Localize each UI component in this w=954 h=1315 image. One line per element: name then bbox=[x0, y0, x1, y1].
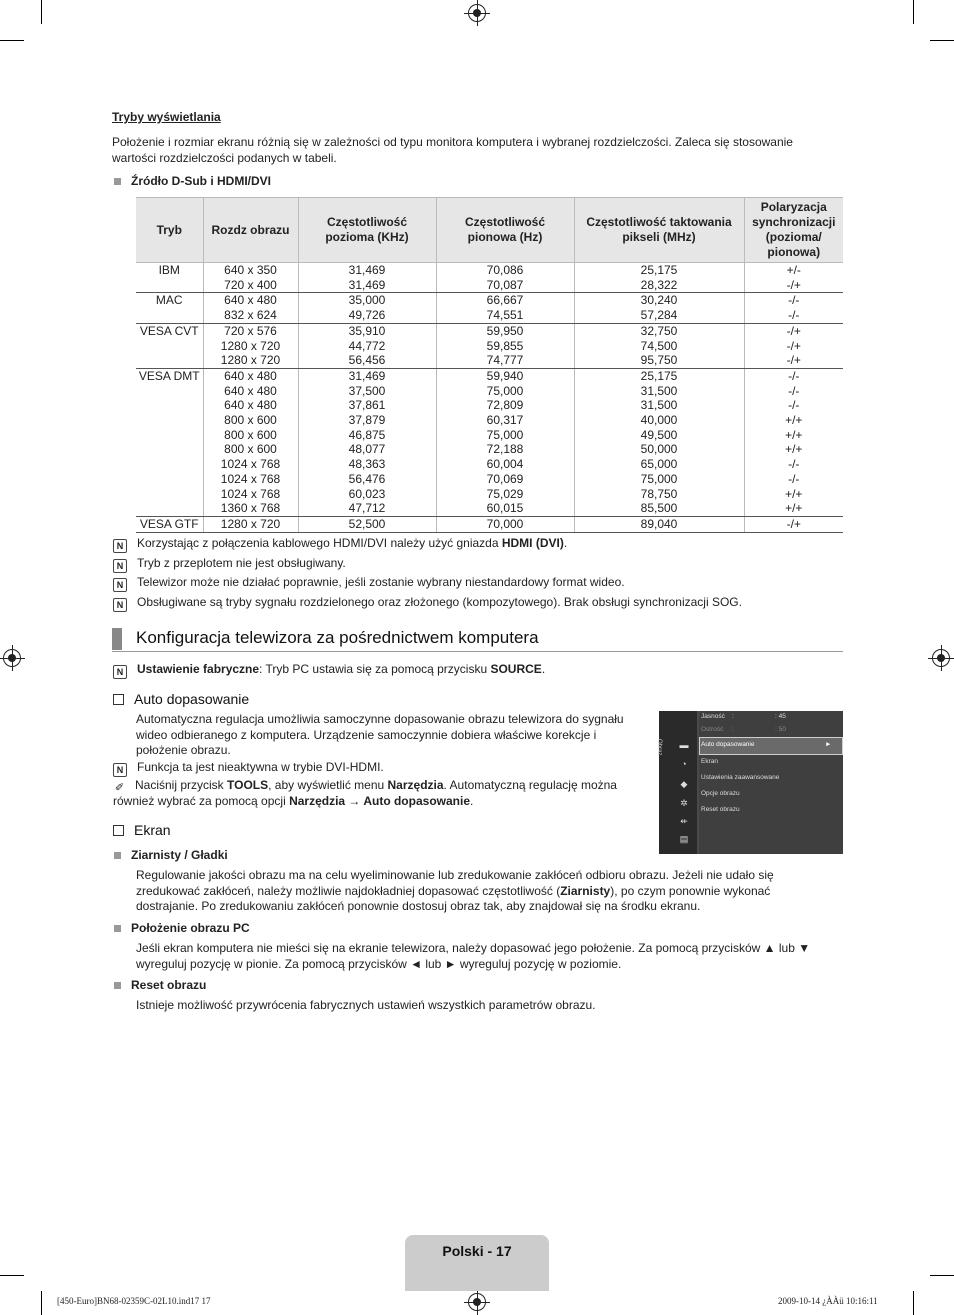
mode-cell bbox=[136, 413, 203, 428]
table-cell: 74,777 bbox=[436, 353, 574, 368]
mode-cell bbox=[136, 384, 203, 399]
tv-menu-item: Opcje obrazu bbox=[701, 790, 740, 797]
setup-icon: ✲ bbox=[680, 798, 688, 808]
table-cell: 31,500 bbox=[574, 384, 744, 399]
table-cell: 95,750 bbox=[574, 353, 744, 368]
notes-list bbox=[113, 536, 833, 614]
table-cell: +/- bbox=[744, 263, 843, 278]
table-cell: +/+ bbox=[744, 442, 843, 457]
table-cell: 75,000 bbox=[574, 472, 744, 487]
mode-cell bbox=[136, 278, 203, 293]
table-cell: 89,040 bbox=[574, 516, 744, 532]
note-icon: N bbox=[113, 559, 127, 573]
table-cell: 640 x 480 bbox=[203, 293, 298, 308]
table-header-row bbox=[136, 198, 843, 263]
table-cell: 28,322 bbox=[574, 278, 744, 293]
table-header-cell: Częstotliwość pozioma (KHz) bbox=[298, 198, 436, 263]
table-cell: 31,469 bbox=[298, 368, 436, 383]
table-cell: 25,175 bbox=[574, 263, 744, 278]
table-cell: 75,000 bbox=[436, 428, 574, 443]
screen-item-body: Regulowanie jakości obrazu ma na celu wyeliminowanie lub zredukowanie zakłóceń odbioru obrazu. Jeżeli nie udało się zredukować zakłóceń, należy możliwie najdokładniej dopasować częstotliwość (Ziarnisty), po czym ponownie wykonać dostrajanie. Po zredukowaniu zakłóceń ponownie dostosuj obraz tak, aby znajdował się na środku ekranu. bbox=[136, 868, 774, 913]
table-cell: 1024 x 768 bbox=[203, 487, 298, 502]
mode-cell bbox=[136, 398, 203, 413]
table-row bbox=[136, 413, 843, 428]
table-cell: 832 x 624 bbox=[203, 308, 298, 323]
mode-cell: VESA DMT bbox=[136, 368, 203, 383]
channel-icon: ◆ bbox=[680, 779, 688, 789]
table-cell: 74,551 bbox=[436, 308, 574, 323]
mode-cell bbox=[136, 339, 203, 354]
table-cell: 800 x 600 bbox=[203, 428, 298, 443]
table-cell: 60,004 bbox=[436, 457, 574, 472]
table-cell: 1280 x 720 bbox=[203, 353, 298, 368]
bullet-icon bbox=[114, 982, 121, 989]
table-cell: 72,188 bbox=[436, 442, 574, 457]
table-cell: 1024 x 768 bbox=[203, 472, 298, 487]
table-row bbox=[136, 457, 843, 472]
table-cell: 640 x 480 bbox=[203, 368, 298, 383]
table-row bbox=[136, 428, 843, 443]
factory-note: N Ustawienie fabryczne: Tryb PC ustawia się za pomocą przycisku SOURCE. bbox=[113, 662, 545, 679]
table-cell: -/- bbox=[744, 472, 843, 487]
table-cell: 75,029 bbox=[436, 487, 574, 502]
table-cell: 720 x 400 bbox=[203, 278, 298, 293]
table-cell: 60,317 bbox=[436, 413, 574, 428]
table-cell: 720 x 576 bbox=[203, 323, 298, 338]
table-cell: 70,069 bbox=[436, 472, 574, 487]
table-cell: 30,240 bbox=[574, 293, 744, 308]
tv-menu-item: Jasność : : 45 bbox=[701, 713, 786, 720]
table-row bbox=[136, 263, 843, 278]
note-item: N Korzystając z połączenia kablowego HDMI/DVI należy użyć gniazda HDMI (DVI). bbox=[113, 536, 833, 553]
table-cell: 60,015 bbox=[436, 501, 574, 516]
display-modes-title: Tryby wyświetlania bbox=[112, 110, 221, 124]
table-cell: 70,000 bbox=[436, 516, 574, 532]
table-row bbox=[136, 384, 843, 399]
table-cell: +/+ bbox=[744, 487, 843, 502]
table-cell: 59,940 bbox=[436, 368, 574, 383]
table-cell: -/- bbox=[744, 368, 843, 383]
mode-cell bbox=[136, 308, 203, 323]
mode-cell bbox=[136, 442, 203, 457]
tv-menu-tab: Obraz bbox=[656, 739, 662, 756]
screen-item-title: Położenie obrazu PC bbox=[114, 921, 250, 935]
screen-item-title: Reset obrazu bbox=[114, 978, 206, 992]
tv-menu-item: Ekran bbox=[701, 758, 718, 765]
screen-item-title: Ziarnisty / Gładki bbox=[114, 848, 228, 862]
table-row bbox=[136, 398, 843, 413]
table-cell: 75,000 bbox=[436, 384, 574, 399]
table-cell: -/- bbox=[744, 457, 843, 472]
note-item: N Tryb z przeplotem nie jest obsługiwany. bbox=[113, 556, 833, 573]
table-cell: 59,855 bbox=[436, 339, 574, 354]
table-cell: +/+ bbox=[744, 501, 843, 516]
table-cell: 32,750 bbox=[574, 323, 744, 338]
table-cell: 57,284 bbox=[574, 308, 744, 323]
table-row bbox=[136, 501, 843, 516]
page-number: Polski - 17 bbox=[442, 1243, 512, 1259]
table-cell: 640 x 480 bbox=[203, 384, 298, 399]
tv-menu-panel bbox=[699, 711, 843, 854]
table-cell: -/+ bbox=[744, 323, 843, 338]
table-cell: 800 x 600 bbox=[203, 442, 298, 457]
table-cell: 37,879 bbox=[298, 413, 436, 428]
table-row bbox=[136, 323, 843, 338]
table-cell: +/+ bbox=[744, 428, 843, 443]
table-cell: 49,726 bbox=[298, 308, 436, 323]
table-cell: 56,456 bbox=[298, 353, 436, 368]
screen-item-body: Istnieje możliwość przywrócenia fabrycznych ustawień wszystkich parametrów obrazu. bbox=[136, 998, 596, 1012]
table-header-cell: Polaryzacja synchronizacji (pozioma/ pionowa) bbox=[744, 198, 843, 263]
table-cell: 70,086 bbox=[436, 263, 574, 278]
table-cell: 1280 x 720 bbox=[203, 516, 298, 532]
note-icon: N bbox=[113, 665, 127, 679]
table-cell: 1024 x 768 bbox=[203, 457, 298, 472]
note-item: N Telewizor może nie działać poprawnie, jeśli zostanie wybrany niestandardowy format wideo. bbox=[113, 575, 833, 592]
picture-icon: ▬ bbox=[679, 740, 689, 750]
table-cell: 47,712 bbox=[298, 501, 436, 516]
table-cell: 25,175 bbox=[574, 368, 744, 383]
table-row bbox=[136, 353, 843, 368]
checkbox-icon bbox=[113, 694, 124, 705]
mode-cell bbox=[136, 428, 203, 443]
table-row bbox=[136, 472, 843, 487]
display-modes-intro: Położenie i rozmiar ekranu różnią się w zależności od typu monitora komputera i wybranej rozdzielczości. Zaleca się stosowanie wartości rozdzielczości podanych w tabeli. bbox=[112, 135, 793, 165]
note-icon: N bbox=[113, 763, 127, 777]
table-cell: -/- bbox=[744, 398, 843, 413]
table-header-cell: Rozdz obrazu bbox=[203, 198, 298, 263]
table-row bbox=[136, 516, 843, 532]
application-icon: ▤ bbox=[679, 834, 689, 844]
table-cell: 640 x 350 bbox=[203, 263, 298, 278]
screen-item-body: Jeśli ekran komputera nie mieści się na ekranie telewizora, należy dopasować jego położenie. Za pomocą przycisków ▲ lub ▼ wyreguluj pozycję w pionie. Za pomocą przycisków ◄ lub ► wyreguluj pozycję w poziomie. bbox=[136, 941, 811, 971]
table-cell: 31,469 bbox=[298, 263, 436, 278]
mode-cell bbox=[136, 457, 203, 472]
table-cell: 50,000 bbox=[574, 442, 744, 457]
table-cell: -/- bbox=[744, 384, 843, 399]
registration-mark-icon bbox=[3, 649, 21, 667]
mode-cell: IBM bbox=[136, 263, 203, 278]
tv-menu-item: Auto dopasowanie ► bbox=[701, 741, 832, 748]
table-row bbox=[136, 339, 843, 354]
tv-menu-item: Reset obrazu bbox=[701, 806, 740, 813]
tv-menu-screenshot bbox=[656, 711, 843, 854]
tv-menu-item: Ostrość : : 50 bbox=[701, 726, 786, 733]
table-header-cell: Częstotliwość pionowa (Hz) bbox=[436, 198, 574, 263]
note-icon: N bbox=[113, 539, 127, 553]
mode-cell bbox=[136, 487, 203, 502]
table-header-cell: Częstotliwość taktowania pikseli (MHz) bbox=[574, 198, 744, 263]
table-row bbox=[136, 368, 843, 383]
table-cell: 37,500 bbox=[298, 384, 436, 399]
table-cell: 31,469 bbox=[298, 278, 436, 293]
table-cell: 65,000 bbox=[574, 457, 744, 472]
table-cell: 78,750 bbox=[574, 487, 744, 502]
tools-icon: ✐ bbox=[114, 782, 125, 794]
table-cell: -/- bbox=[744, 293, 843, 308]
mode-cell bbox=[136, 472, 203, 487]
auto-adjust-tools: ✐ Naciśnij przycisk TOOLS, aby wyświetlić menu Narzędzia. Automatyczną regulację można również wybrać za pomocą opcji Narzędzia → Auto dopasowanie. bbox=[113, 778, 617, 808]
table-row bbox=[136, 278, 843, 293]
mode-cell: VESA GTF bbox=[136, 516, 203, 532]
table-cell: 60,023 bbox=[298, 487, 436, 502]
table-cell: -/+ bbox=[744, 339, 843, 354]
table-cell: 52,500 bbox=[298, 516, 436, 532]
mode-cell bbox=[136, 353, 203, 368]
table-cell: 46,875 bbox=[298, 428, 436, 443]
display-modes-table bbox=[136, 197, 843, 533]
table-cell: -/+ bbox=[744, 353, 843, 368]
bullet-icon bbox=[114, 852, 121, 859]
mode-cell: MAC bbox=[136, 293, 203, 308]
note-icon: N bbox=[113, 578, 127, 592]
tv-menu-item: Ustawienia zaawansowane bbox=[701, 774, 780, 781]
table-cell: 70,087 bbox=[436, 278, 574, 293]
input-icon: ⇷ bbox=[680, 816, 688, 826]
registration-mark-icon bbox=[932, 649, 950, 667]
table-cell: 48,363 bbox=[298, 457, 436, 472]
table-cell: 59,950 bbox=[436, 323, 574, 338]
sound-icon: ◔ bbox=[681, 759, 687, 769]
table-cell: +/+ bbox=[744, 413, 843, 428]
table-cell: 85,500 bbox=[574, 501, 744, 516]
section-divider bbox=[112, 651, 843, 652]
auto-adjust-body: Automatyczna regulacja umożliwia samoczynne dopasowanie obrazu telewizora do sygnału wideo odbieranego z komputera. Urządzenie samoczynnie dobiera właściwe korekcje i położenie obrazu. bbox=[136, 712, 624, 757]
table-cell: 640 x 480 bbox=[203, 398, 298, 413]
table-cell: 72,809 bbox=[436, 398, 574, 413]
auto-adjust-heading: Auto dopasowanie bbox=[113, 691, 249, 707]
table-cell: 66,667 bbox=[436, 293, 574, 308]
table-cell: 37,861 bbox=[298, 398, 436, 413]
table-cell: 35,000 bbox=[298, 293, 436, 308]
checkbox-icon bbox=[113, 825, 124, 836]
mode-cell: VESA CVT bbox=[136, 323, 203, 338]
print-slug-right: 2009-10-14 ¿ÀÀü 10:16:11 bbox=[778, 1296, 878, 1306]
mode-cell bbox=[136, 501, 203, 516]
table-row bbox=[136, 308, 843, 323]
registration-mark-icon bbox=[468, 4, 486, 22]
table-cell: 35,910 bbox=[298, 323, 436, 338]
table-cell: 74,500 bbox=[574, 339, 744, 354]
note-item: N Obsługiwane są tryby sygnału rozdzielonego oraz złożonego (kompozytowego). Brak obsługi synchronizacji SOG. bbox=[113, 595, 833, 612]
table-row bbox=[136, 487, 843, 502]
note-icon: N bbox=[113, 598, 127, 612]
auto-adjust-note: N Funkcja ta jest nieaktywna w trybie DVI-HDMI. bbox=[113, 760, 384, 777]
table-cell: -/- bbox=[744, 308, 843, 323]
table-row bbox=[136, 293, 843, 308]
table-cell: 31,500 bbox=[574, 398, 744, 413]
table-header-cell: Tryb bbox=[136, 198, 203, 263]
table-body bbox=[136, 263, 843, 533]
table-cell: 40,000 bbox=[574, 413, 744, 428]
section-title: Konfiguracja telewizora za pośrednictwem komputera bbox=[136, 628, 539, 647]
table-cell: 44,772 bbox=[298, 339, 436, 354]
table-cell: 49,500 bbox=[574, 428, 744, 443]
table-cell: 800 x 600 bbox=[203, 413, 298, 428]
bullet-icon bbox=[114, 925, 121, 932]
table-cell: -/+ bbox=[744, 516, 843, 532]
registration-mark-icon bbox=[468, 1293, 486, 1311]
table-cell: 56,476 bbox=[298, 472, 436, 487]
print-slug-left: [450-Euro]BN68-02359C-02L10.ind17 17 bbox=[57, 1296, 211, 1306]
screen-heading: Ekran bbox=[113, 822, 171, 838]
table-row bbox=[136, 442, 843, 457]
table-cell: 1360 x 768 bbox=[203, 501, 298, 516]
section-bar bbox=[112, 628, 122, 650]
source-label: Źródło D-Sub i HDMI/DVI bbox=[114, 174, 271, 188]
table-cell: 48,077 bbox=[298, 442, 436, 457]
table-cell: -/+ bbox=[744, 278, 843, 293]
tv-menu-sidebar bbox=[656, 711, 697, 854]
table-cell: 1280 x 720 bbox=[203, 339, 298, 354]
